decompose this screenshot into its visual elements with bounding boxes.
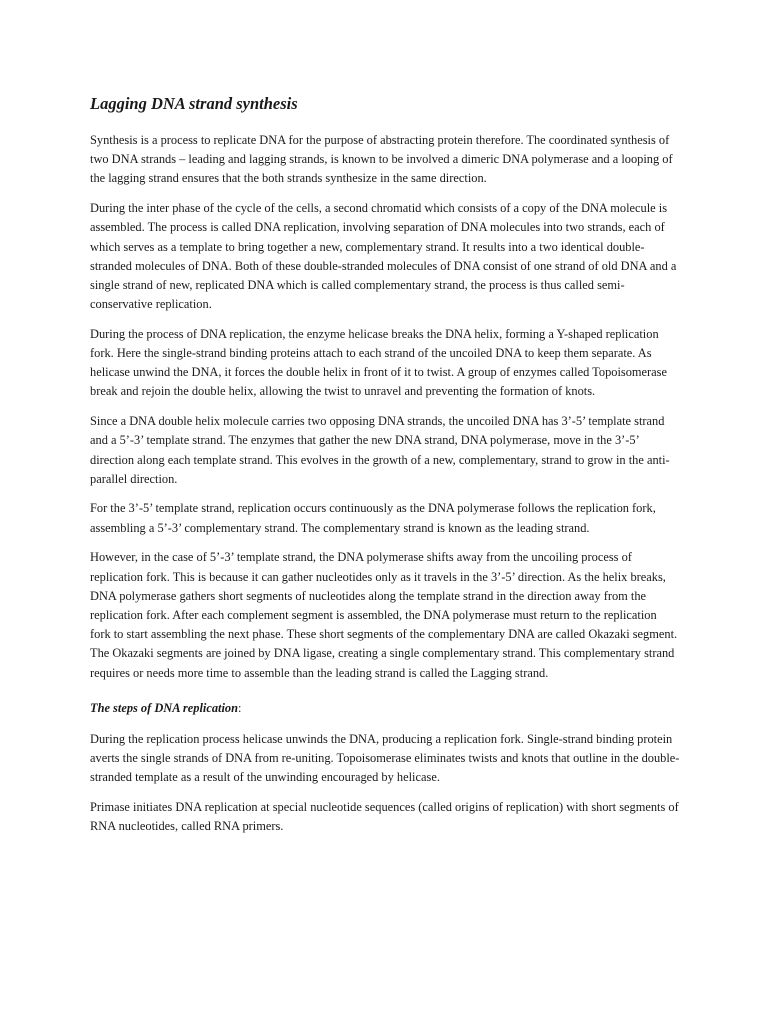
paragraph-interphase: During the inter phase of the cycle of the cells, a second chromatid which consists of a copy of the DNA molecule is assembled. The process is called DNA replication, involving separation of DNA molecules into two strands, each of which serves as a template to bring together a new, complementary strand. It results into a two identical double-stranded molecules of DNA. Both of these double-stranded molecules of DNA consist of one strand of old DNA and a single strand of new, replicated DNA which is called complementary strand, the process is thus called semi-conservative replication. <box>90 201 677 312</box>
paragraph-template-strands: Since a DNA double helix molecule carries two opposing DNA strands, the uncoiled DNA has 3’-5’ template strand and a 5’-3’ template strand. The enzymes that gather the new DNA strand, DNA polymerase, move in the 3’-5’ direction along each template strand. This evolves in the growth of a new, complementary, strand to grow in the anti-parallel direction. <box>90 414 670 486</box>
paragraph-primase: Primase initiates DNA replication at special nucleotide sequences (called origins of replication) with short segments of RNA nucleotides, called RNA primers. <box>90 800 679 834</box>
paragraph-lagging-strand: However, in the case of 5’-3’ template strand, the DNA polymerase shifts away from the uncoiling process of replication fork. This is because it can gather nucleotides only as it travels in the 3’-5’ direction. As the helix breaks, DNA polymerase gathers short segments of nucleotides along the template strand in the direction away from the replication fork. After each complement segment is assembled, the DNA polymerase must return to the replication fork to start assembling the next phase. These short segments of the complementary DNA are called Okazaki segment. The Okazaki segments are joined by DNA ligase, creating a single complementary strand. This complementary strand requires or needs more time to assemble than the leading strand is called the Lagging strand. <box>90 550 678 680</box>
section-subheading <box>90 699 680 718</box>
paragraph-leading-strand: For the 3’-5’ template strand, replication occurs continuously as the DNA polymerase follows the replication fork, assembling a 5’-3’ complementary strand. The complementary strand is known as the leading strand. <box>90 501 656 535</box>
subheading-title: The steps of DNA replication <box>90 700 238 715</box>
document-content <box>90 93 680 847</box>
document-title: Lagging DNA strand synthesis <box>90 94 298 113</box>
subheading-suffix: : <box>238 700 242 715</box>
paragraph-replication-process: During the replication process helicase unwinds the DNA, producing a replication fork. Single-strand binding protein averts the single strands of DNA from re-uniting. Topoisomerase eliminates twists and knots that outline in the double-stranded template as a result of the unwinding encouraged by helicase. <box>90 731 680 785</box>
paragraph-helicase: During the process of DNA replication, the enzyme helicase breaks the DNA helix, forming a Y-shaped replication fork. Here the single-strand binding proteins attach to each strand of the uncoiled DNA to keep them separate. As helicase unwind the DNA, it forces the double helix in front of it to twist. A group of enzymes called Topoisomerase break and rejoin the double helix, allowing the twist to unravel and preventing the formation of knots. <box>90 326 668 399</box>
paragraph-synthesis-intro: Synthesis is a process to replicate DNA for the purpose of abstracting protein therefore. The coordinated synthesis of two DNA strands – leading and lagging strands, is known to be involved a dimeric DNA polymerase and a looping of the lagging strand ensures that the both strands synthesize in the same direction. <box>90 133 673 186</box>
